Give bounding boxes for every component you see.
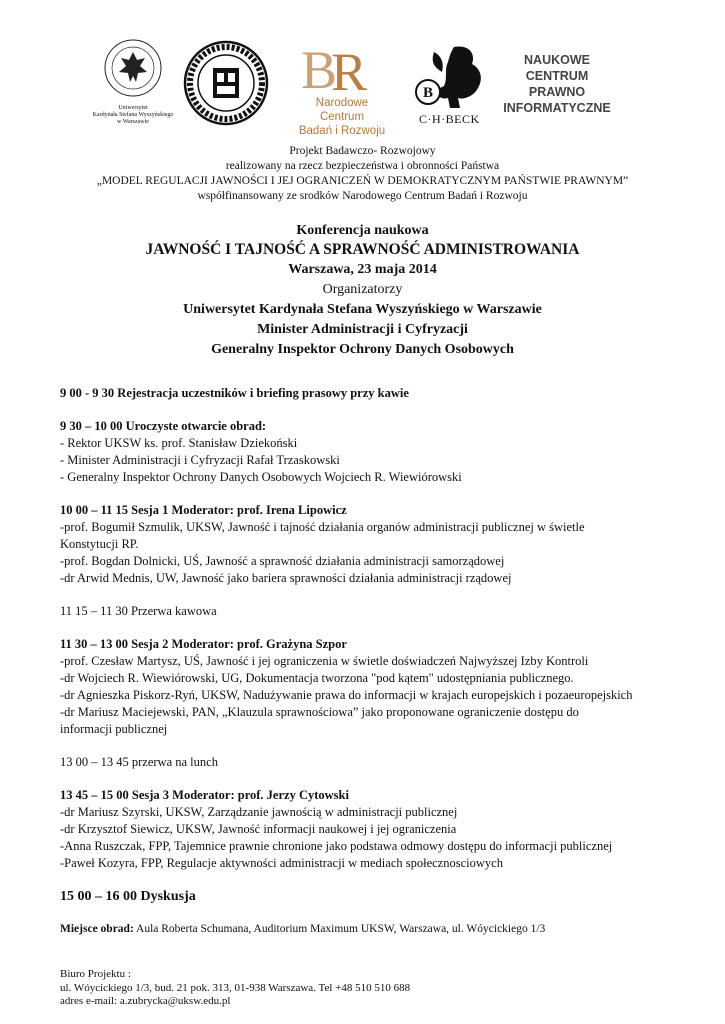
session3-item: -Paweł Kozyra, FPP, Regulacje aktywności administracji w mediach społecznosciowych [60,856,503,870]
uksw-caption-2: Kardynała Stefana Wyszyńskiego [92,112,174,118]
uksw-caption-1: Uniwersytet [118,105,148,111]
session2-item: -dr Agnieszka Piskorz-Ryń, UKSW, Nadużywanie prawa do informacji w krajach europejskich i pozaeuropejskich [60,688,633,702]
ncpi-line-2: CENTRUM [525,69,589,83]
griffin-icon [414,42,490,112]
ncbr-br-icon [283,40,408,98]
agenda [60,385,700,938]
organizers-label: Organizatorzy [322,282,403,297]
ncpi-logo [497,52,617,116]
organizer-uksw: Uniwersytet Kardynała Stefana Wyszyńskiego w Warszawie [183,302,542,317]
session2-item: informacji publicznej [60,722,168,736]
uksw-caption-3: w Warszawie [117,119,149,125]
organizer-mac: Minister Administracji i Cyfryzacji [257,322,468,337]
coffee-break: 11 15 – 11 30 Przerwa kawowa [60,604,217,618]
beck-text: C·H·BECK [419,112,480,126]
ncbr-line-2: Badań i Rozwoju [298,125,386,137]
discussion: 15 00 – 16 00 Dyskusja [60,889,196,904]
session1-item: Konstytucji RP. [60,537,139,551]
agenda-registration: 9 00 - 9 30 Rejestracja uczestników i briefing prasowy przy kawie [60,386,409,400]
footer [60,968,660,1009]
session1-heading: 10 00 – 11 15 Sesja 1 Moderator: prof. Irena Lipowicz [60,503,347,517]
uwr-seal-icon [183,40,269,126]
ncpi-line-1: NAUKOWE [524,53,590,67]
uksw-emblem-icon [103,38,163,100]
ncpi-line-3: PRAWNO [528,85,586,99]
session1-item: -prof. Bogumił Szmulik, UKSW, Jawność i tajność działania organów administracji publicznej w świetle [60,520,585,534]
svg-text:B: B [301,40,338,98]
project-line-4: współfinansowany ze srodków Narodowego Centrum Badań i Rozwoju [197,190,528,202]
project-line-3: „MODEL REGULACJI JAWNOŚCI I JEJ OGRANICZEŃ W DEMOKRATYCZNYM PAŃSTWIE PRAWNYM” [96,175,629,187]
venue-label: Miejsce obrad: [60,923,134,935]
conference-header [0,222,725,360]
project-line-1: Projekt Badawczo- Rozwojowy [289,145,436,157]
footer-line-1: Biuro Projektu : [60,968,131,980]
logo-header [0,0,725,140]
conference-label: Konferencja naukowa [296,223,429,238]
venue-value: Aula Roberta Schumana, Auditorium Maximum UKSW, Warszawa, ul. Wóycickiego 1/3 [133,923,546,935]
session3-heading: 13 45 – 15 00 Sesja 3 Moderator: prof. Jerzy Cytowski [60,788,349,802]
project-info [0,144,725,204]
opening-item: - Rektor UKSW ks. prof. Stanisław Dziekoński [60,436,298,450]
ncpi-line-4: INFORMATYCZNE [503,101,611,115]
session2-item: -dr Wojciech R. Wiewiórowski, UG, Dokumentacja tworzona "pod kątem" udostępniania publicznego. [60,671,574,685]
footer-email: adres e-mail: a.zubrycka@uksw.edu.pl [60,995,231,1007]
venue [60,921,700,938]
project-line-2: realizowany na rzecz bezpieczeństwa i obronności Państwa [225,160,500,172]
session1-item: -prof. Bogdan Dolnicki, UŚ, Jawność a sprawność działania administracji samorządowej [60,554,505,568]
organizer-giodo: Generalny Inspektor Ochrony Danych Osobowych [211,342,514,357]
session2-item: -dr Mariusz Maciejewski, PAN, „Klauzula sprawnościowa” jako proponowane ograniczenie dostępu do [60,705,579,719]
session2-item: -prof. Czesław Martysz, UŚ, Jawność i jej ograniczenia w świetle doświadczeń Najwyższej Izby Kontroli [60,654,589,668]
conference-title: JAWNOŚĆ I TAJNOŚĆ A SPRAWNOŚĆ ADMINISTROWANIA [145,241,580,258]
session1-item: -dr Arwid Mednis, UW, Jawność jako bariera sprawności działania administracji rządowej [60,571,512,585]
beck-logo [414,42,490,128]
uwr-seal [183,40,269,126]
opening-item: - Minister Administracji i Cyfryzacji Rafał Trzaskowski [60,453,340,467]
uksw-logo [88,38,178,126]
svg-text:R: R [331,42,368,98]
lunch-break: 13 00 – 13 45 przerwa na lunch [60,755,218,769]
session3-item: -Anna Ruszczak, FPP, Tajemnice prawnie chronione jako podstawa odmowy dostępu do informacji publicznej [60,839,613,853]
session2-heading: 11 30 – 13 00 Sesja 2 Moderator: prof. Grażyna Szpor [60,637,347,651]
session3-item: -dr Krzysztof Siewicz, UKSW, Jawność informacji naukowej i jej ograniczenia [60,822,457,836]
opening-item: - Generalny Inspektor Ochrony Danych Osobowych Wojciech R. Wiewiórowski [60,470,462,484]
ncbr-line-1: Narodowe Centrum [315,97,369,123]
conference-date: Warszawa, 23 maja 2014 [288,262,437,277]
svg-text:B: B [423,85,434,101]
opening-heading: 9 30 – 10 00 Uroczyste otwarcie obrad: [60,419,267,433]
ncbr-logo [283,40,408,137]
footer-address: ul. Wóycickiego 1/3, bud. 21 pok. 313, 01-938 Warszawa. Tel +48 510 510 688 [60,981,411,994]
session3-item: -dr Mariusz Szyrski, UKSW, Zarządzanie jawnością w administracji publicznej [60,805,458,819]
